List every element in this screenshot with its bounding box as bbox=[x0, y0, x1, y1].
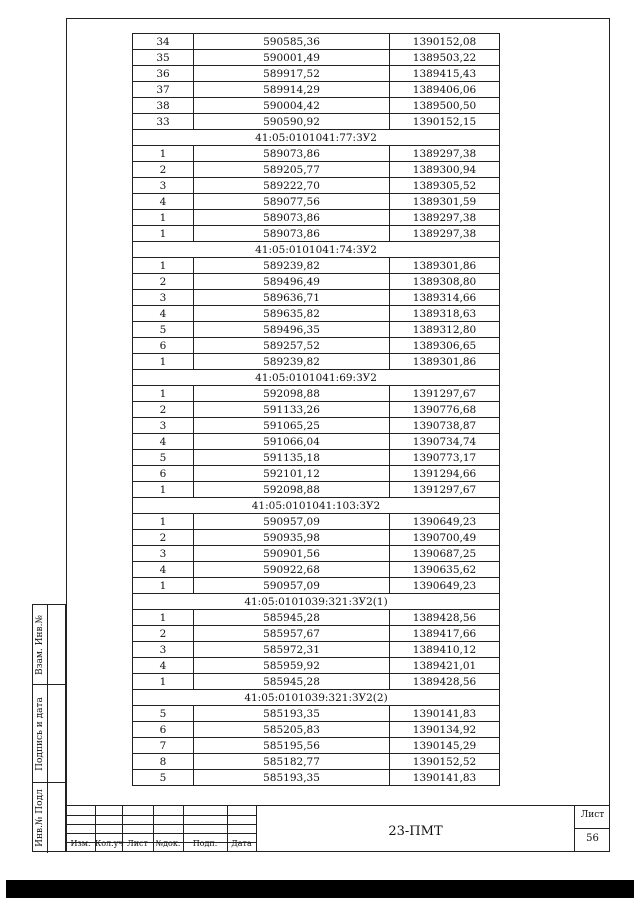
coord-y: 1390134,92 bbox=[390, 722, 500, 738]
point-number: 3 bbox=[133, 178, 194, 194]
point-number: 1 bbox=[133, 210, 194, 226]
coord-y: 1389301,86 bbox=[390, 258, 500, 274]
point-number: 6 bbox=[133, 338, 194, 354]
side-cell-inv bbox=[33, 783, 65, 853]
side-label-vzam: Взам. Инв.№ bbox=[35, 614, 45, 675]
point-number: 4 bbox=[133, 434, 194, 450]
coord-x: 589077,56 bbox=[194, 194, 390, 210]
table-row bbox=[133, 722, 500, 738]
coord-x: 585195,56 bbox=[194, 738, 390, 754]
table-row bbox=[133, 178, 500, 194]
stamp-izm: Изм. bbox=[70, 839, 91, 848]
coord-y: 1390776,68 bbox=[390, 402, 500, 418]
section-title: 41:05:0101039:321:ЗУ2(1) bbox=[133, 594, 500, 610]
coord-x: 589257,52 bbox=[194, 338, 390, 354]
point-number: 6 bbox=[133, 722, 194, 738]
table-row bbox=[133, 658, 500, 674]
coord-y: 1389301,86 bbox=[390, 354, 500, 370]
coord-x: 592101,12 bbox=[194, 466, 390, 482]
coord-x: 591135,18 bbox=[194, 450, 390, 466]
table-row bbox=[133, 562, 500, 578]
table-row bbox=[133, 82, 500, 98]
point-number: 1 bbox=[133, 514, 194, 530]
coord-x: 592098,88 bbox=[194, 482, 390, 498]
table-row bbox=[133, 98, 500, 114]
point-number: 5 bbox=[133, 706, 194, 722]
coordinates-table-body bbox=[133, 34, 500, 786]
table-row bbox=[133, 162, 500, 178]
table-row bbox=[133, 258, 500, 274]
table-row bbox=[133, 322, 500, 338]
point-number: 1 bbox=[133, 354, 194, 370]
point-number: 1 bbox=[133, 578, 194, 594]
section-title: 41:05:0101041:69:ЗУ2 bbox=[133, 370, 500, 386]
point-number: 3 bbox=[133, 642, 194, 658]
coord-y: 1389297,38 bbox=[390, 146, 500, 162]
table-row bbox=[133, 546, 500, 562]
point-number: 1 bbox=[133, 610, 194, 626]
coord-x: 589073,86 bbox=[194, 146, 390, 162]
coord-y: 1389306,65 bbox=[390, 338, 500, 354]
point-number: 2 bbox=[133, 402, 194, 418]
table-row bbox=[133, 738, 500, 754]
coord-y: 1389421,01 bbox=[390, 658, 500, 674]
coord-y: 1390145,29 bbox=[390, 738, 500, 754]
table-row bbox=[133, 754, 500, 770]
table-row bbox=[133, 194, 500, 210]
section-title: 41:05:0101041:103:ЗУ2 bbox=[133, 498, 500, 514]
point-number: 5 bbox=[133, 770, 194, 786]
table-row bbox=[133, 450, 500, 466]
section-title-row bbox=[133, 594, 500, 610]
table-row bbox=[133, 626, 500, 642]
coord-y: 1389428,56 bbox=[390, 674, 500, 690]
coord-x: 590585,36 bbox=[194, 34, 390, 50]
coord-y: 1390738,87 bbox=[390, 418, 500, 434]
side-cell-vzam bbox=[33, 605, 65, 685]
coord-y: 1390141,83 bbox=[390, 770, 500, 786]
side-stamp bbox=[32, 604, 66, 852]
section-title-row bbox=[133, 242, 500, 258]
point-number: 2 bbox=[133, 626, 194, 642]
coord-x: 589496,35 bbox=[194, 322, 390, 338]
coord-y: 1389428,56 bbox=[390, 610, 500, 626]
coord-y: 1390649,23 bbox=[390, 578, 500, 594]
coord-y: 1390700,49 bbox=[390, 530, 500, 546]
table-row bbox=[133, 482, 500, 498]
section-title-row bbox=[133, 498, 500, 514]
table-row bbox=[133, 402, 500, 418]
side-label-podpis: Подпись и дата bbox=[35, 696, 45, 771]
table-row bbox=[133, 514, 500, 530]
table-row bbox=[133, 434, 500, 450]
point-number: 3 bbox=[133, 546, 194, 562]
coord-x: 590004,42 bbox=[194, 98, 390, 114]
coord-y: 1390687,25 bbox=[390, 546, 500, 562]
table-row bbox=[133, 674, 500, 690]
point-number: 35 bbox=[133, 50, 194, 66]
coord-y: 1389415,43 bbox=[390, 66, 500, 82]
coord-x: 585959,92 bbox=[194, 658, 390, 674]
point-number: 4 bbox=[133, 306, 194, 322]
table-row bbox=[133, 610, 500, 626]
table-row bbox=[133, 466, 500, 482]
table-row bbox=[133, 530, 500, 546]
table-row bbox=[133, 642, 500, 658]
coord-x: 590957,09 bbox=[194, 514, 390, 530]
coord-y: 1389503,22 bbox=[390, 50, 500, 66]
coord-y: 1389301,59 bbox=[390, 194, 500, 210]
coord-y: 1390649,23 bbox=[390, 514, 500, 530]
point-number: 37 bbox=[133, 82, 194, 98]
coord-x: 589635,82 bbox=[194, 306, 390, 322]
sheet-label: Лист bbox=[580, 810, 605, 820]
table-row bbox=[133, 386, 500, 402]
coord-x: 590922,68 bbox=[194, 562, 390, 578]
coord-y: 1391294,66 bbox=[390, 466, 500, 482]
coord-x: 585182,77 bbox=[194, 754, 390, 770]
coord-y: 1391297,67 bbox=[390, 482, 500, 498]
point-number: 5 bbox=[133, 322, 194, 338]
coord-x: 590901,56 bbox=[194, 546, 390, 562]
coord-y: 1390773,17 bbox=[390, 450, 500, 466]
point-number: 8 bbox=[133, 754, 194, 770]
coord-y: 1390152,08 bbox=[390, 34, 500, 50]
section-title: 41:05:0101039:321:ЗУ2(2) bbox=[133, 690, 500, 706]
coord-y: 1389305,52 bbox=[390, 178, 500, 194]
coord-y: 1389308,80 bbox=[390, 274, 500, 290]
coord-y: 1389417,66 bbox=[390, 626, 500, 642]
point-number: 3 bbox=[133, 290, 194, 306]
coord-y: 1390152,15 bbox=[390, 114, 500, 130]
coord-x: 589205,77 bbox=[194, 162, 390, 178]
coord-x: 590001,49 bbox=[194, 50, 390, 66]
table-row bbox=[133, 770, 500, 786]
coord-y: 1389318,63 bbox=[390, 306, 500, 322]
coord-x: 585205,83 bbox=[194, 722, 390, 738]
table-row bbox=[133, 418, 500, 434]
coord-x: 585957,67 bbox=[194, 626, 390, 642]
table-row bbox=[133, 338, 500, 354]
table-row bbox=[133, 578, 500, 594]
side-label-inv: Инв.№ Подл bbox=[35, 789, 45, 847]
coord-x: 591133,26 bbox=[194, 402, 390, 418]
table-row bbox=[133, 274, 500, 290]
point-number: 1 bbox=[133, 674, 194, 690]
section-title-row bbox=[133, 690, 500, 706]
table-row bbox=[133, 226, 500, 242]
point-number: 6 bbox=[133, 466, 194, 482]
scan-bottom-bar bbox=[6, 880, 634, 898]
coord-x: 590935,98 bbox=[194, 530, 390, 546]
point-number: 3 bbox=[133, 418, 194, 434]
table-row bbox=[133, 306, 500, 322]
coordinates-table bbox=[132, 33, 500, 786]
coord-x: 589239,82 bbox=[194, 258, 390, 274]
coord-y: 1389500,50 bbox=[390, 98, 500, 114]
table-row bbox=[133, 146, 500, 162]
table-row bbox=[133, 50, 500, 66]
coord-y: 1389297,38 bbox=[390, 226, 500, 242]
coord-x: 591066,04 bbox=[194, 434, 390, 450]
coord-x: 590957,09 bbox=[194, 578, 390, 594]
coord-x: 589917,52 bbox=[194, 66, 390, 82]
coord-y: 1390734,74 bbox=[390, 434, 500, 450]
section-title: 41:05:0101041:77:ЗУ2 bbox=[133, 130, 500, 146]
coord-x: 589073,86 bbox=[194, 226, 390, 242]
stamp-koluch: Кол.уч bbox=[95, 839, 124, 848]
table-row bbox=[133, 354, 500, 370]
coord-y: 1389410,12 bbox=[390, 642, 500, 658]
table-row bbox=[133, 34, 500, 50]
point-number: 38 bbox=[133, 98, 194, 114]
section-title: 41:05:0101041:74:ЗУ2 bbox=[133, 242, 500, 258]
coord-x: 585193,35 bbox=[194, 770, 390, 786]
coord-x: 589222,70 bbox=[194, 178, 390, 194]
point-number: 2 bbox=[133, 274, 194, 290]
point-number: 1 bbox=[133, 482, 194, 498]
coord-x: 585945,28 bbox=[194, 674, 390, 690]
point-number: 1 bbox=[133, 258, 194, 274]
coord-x: 589636,71 bbox=[194, 290, 390, 306]
coord-x: 592098,88 bbox=[194, 386, 390, 402]
coord-y: 1390152,52 bbox=[390, 754, 500, 770]
coord-x: 590590,92 bbox=[194, 114, 390, 130]
stamp-ndok: №док. bbox=[155, 839, 181, 848]
coord-y: 1389300,94 bbox=[390, 162, 500, 178]
section-title-row bbox=[133, 370, 500, 386]
point-number: 1 bbox=[133, 386, 194, 402]
point-number: 1 bbox=[133, 146, 194, 162]
point-number: 33 bbox=[133, 114, 194, 130]
stamp-list: Лист bbox=[127, 839, 148, 848]
coord-y: 1389406,06 bbox=[390, 82, 500, 98]
point-number: 7 bbox=[133, 738, 194, 754]
side-cell-podpis bbox=[33, 685, 65, 783]
table-row bbox=[133, 290, 500, 306]
point-number: 4 bbox=[133, 658, 194, 674]
point-number: 5 bbox=[133, 450, 194, 466]
point-number: 1 bbox=[133, 226, 194, 242]
coord-x: 589073,86 bbox=[194, 210, 390, 226]
stamp-podp: Подп. bbox=[192, 839, 218, 848]
coord-y: 1389312,80 bbox=[390, 322, 500, 338]
coord-x: 591065,25 bbox=[194, 418, 390, 434]
title-block bbox=[66, 805, 610, 852]
coord-y: 1390635,62 bbox=[390, 562, 500, 578]
coord-y: 1390141,83 bbox=[390, 706, 500, 722]
table-row bbox=[133, 706, 500, 722]
table-row bbox=[133, 114, 500, 130]
coord-x: 585972,31 bbox=[194, 642, 390, 658]
sheet-number: 56 bbox=[586, 833, 599, 844]
point-number: 2 bbox=[133, 162, 194, 178]
coord-x: 589914,29 bbox=[194, 82, 390, 98]
document-code: 23-ПМТ bbox=[388, 824, 443, 839]
coord-x: 589496,49 bbox=[194, 274, 390, 290]
point-number: 2 bbox=[133, 530, 194, 546]
table-row bbox=[133, 66, 500, 82]
point-number: 4 bbox=[133, 194, 194, 210]
table-row bbox=[133, 210, 500, 226]
coord-x: 589239,82 bbox=[194, 354, 390, 370]
coord-y: 1389314,66 bbox=[390, 290, 500, 306]
coord-y: 1391297,67 bbox=[390, 386, 500, 402]
point-number: 34 bbox=[133, 34, 194, 50]
coord-x: 585193,35 bbox=[194, 706, 390, 722]
stamp-data: Дата bbox=[231, 839, 252, 848]
section-title-row bbox=[133, 130, 500, 146]
coord-x: 585945,28 bbox=[194, 610, 390, 626]
coord-y: 1389297,38 bbox=[390, 210, 500, 226]
point-number: 36 bbox=[133, 66, 194, 82]
point-number: 4 bbox=[133, 562, 194, 578]
